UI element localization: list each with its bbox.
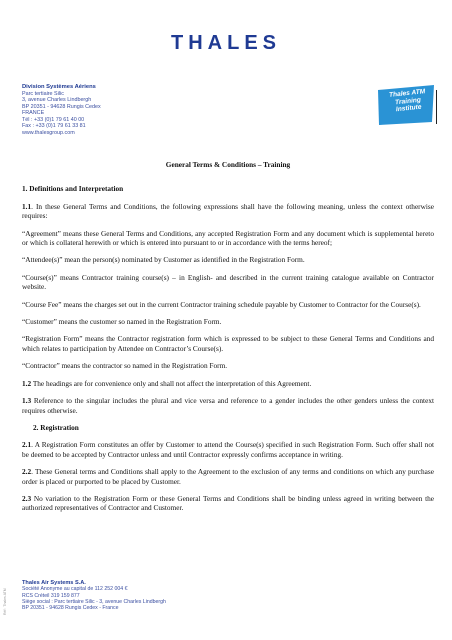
clause-number: 1.1 [22, 201, 32, 211]
clause-text: . A Registration Form constitutes an offer by Customer to attend the Course(s) specified in such Registration Form. Such offer shall not be deemed to be accepted by Contractor unless and until Contractor expressly confirms acceptance in writing. [22, 440, 434, 459]
thales-logo-text: THALES [171, 32, 281, 53]
letterhead-phone: Tél : +33 (0)1 79 61 40 00 [22, 116, 85, 123]
clause-number: 1.2 [22, 378, 32, 388]
clause-1-3 [22, 396, 434, 415]
section-heading-definitions: 1. Definitions and Interpretation [22, 184, 124, 194]
badge-line: Training [394, 96, 422, 106]
clause-2-2 [22, 467, 434, 486]
clause-1-1 [22, 202, 434, 221]
thales-logo-mark [151, 31, 301, 53]
document-body [22, 160, 434, 521]
footer-line: Société Anonyme au capital de 112 252 004 € [22, 586, 128, 593]
page-edge-mark [436, 90, 437, 124]
clause-text: The headings are for convenience only and shall not affect the interpretation of this Agreement. [31, 378, 312, 388]
clause-text: Reference to the singular includes the plural and vice versa and reference to a gender includes the other genders unless the context requires otherwise. [22, 396, 434, 415]
definition-registration-form: “Registration Form” means the Contractor registration form which is expressed to be subject to these General Terms and Conditions and which relates to participation by Attendee on Contractor’s Course(s). [22, 334, 434, 353]
definition-course: “Course(s)” means Contractor training course(s) – in English- and described in the current training catalogue available on Contractor website. [22, 272, 434, 292]
division-letterhead [22, 84, 172, 136]
letterhead-country: FRANCE [22, 110, 45, 116]
thales-logo [0, 31, 452, 53]
clause-number: 2.3 [22, 493, 32, 503]
badge-line: Institute [395, 103, 422, 114]
training-institute-badge [376, 84, 436, 126]
footer-line: RCS Créteil 319 159 877 [22, 592, 80, 599]
footer-line: BP 20351 - 94628 Rungis Cedex - France [22, 605, 119, 612]
letterhead-address-line: Parc tertiaire Silic [22, 90, 64, 97]
clause-2-1 [22, 440, 434, 459]
letterhead-address-line: BP 20351 - 94628 Rungis Cedex [22, 103, 101, 110]
clause-text: No variation to the Registration Form or these General Terms and Conditions shall be binding unless agreed in writing between the authorized representatives of Contractor and Customer. [22, 493, 434, 513]
letterhead-fax: Fax : +33 (0)1 79 61 33 81 [22, 123, 86, 129]
definition-attendee: “Attendee(s)” mean the person(s) nominated by Customer as identified in the Registration Form. [22, 255, 305, 265]
letterhead-address-line: 3, avenue Charles Lindbergh [22, 97, 92, 103]
clause-text: . In these General Terms and Conditions, the following expressions shall have the following meaning, unless the context otherwise requires: [22, 201, 434, 221]
definition-course-fee: “Course Fee” means the charges set out in the current Contractor training schedule payable by Customer to Contractor for the Course(s). [22, 299, 421, 309]
company-footer [22, 580, 262, 611]
division-title: Division Systèmes Aériens [22, 84, 96, 90]
side-reference [0, 560, 9, 620]
badge-line: Thales ATM [388, 88, 426, 99]
document-title: General Terms & Conditions – Training [165, 160, 291, 169]
definition-agreement: “Agreement” means these General Terms and Conditions, any accepted Registration Form and any document which is supplemental hereto or which is collateral herewith or which is entered into pursuant to or in accordance with the terms hereof; [22, 228, 434, 248]
clause-2-3 [22, 494, 434, 513]
footer-line: Siège social : Parc tertiaire Silic - 3, avenue Charles Lindbergh [22, 598, 166, 605]
definition-contractor: “Contractor” means the contractor so named in the Registration Form. [22, 361, 228, 371]
clause-number: 2.1 [22, 440, 32, 450]
footer-company-name: Thales Air Systems S.A. [22, 580, 86, 586]
definition-customer: “Customer” means the customer so named in the Registration Form. [22, 317, 222, 327]
clause-1-2 [22, 379, 434, 388]
clause-number: 2.2 [22, 467, 32, 477]
side-reference-text: Réf : Thales ATM [3, 588, 7, 615]
section-heading-registration: 2. Registration [33, 422, 79, 432]
letterhead-website: www.thalesgroup.com [22, 129, 75, 136]
clause-number: 1.3 [22, 396, 32, 406]
clause-text: . These General terms and Conditions shall apply to the Agreement to the exclusion of any terms and conditions on which any purchase order is placed or purported to be placed by Customer. [22, 467, 434, 486]
